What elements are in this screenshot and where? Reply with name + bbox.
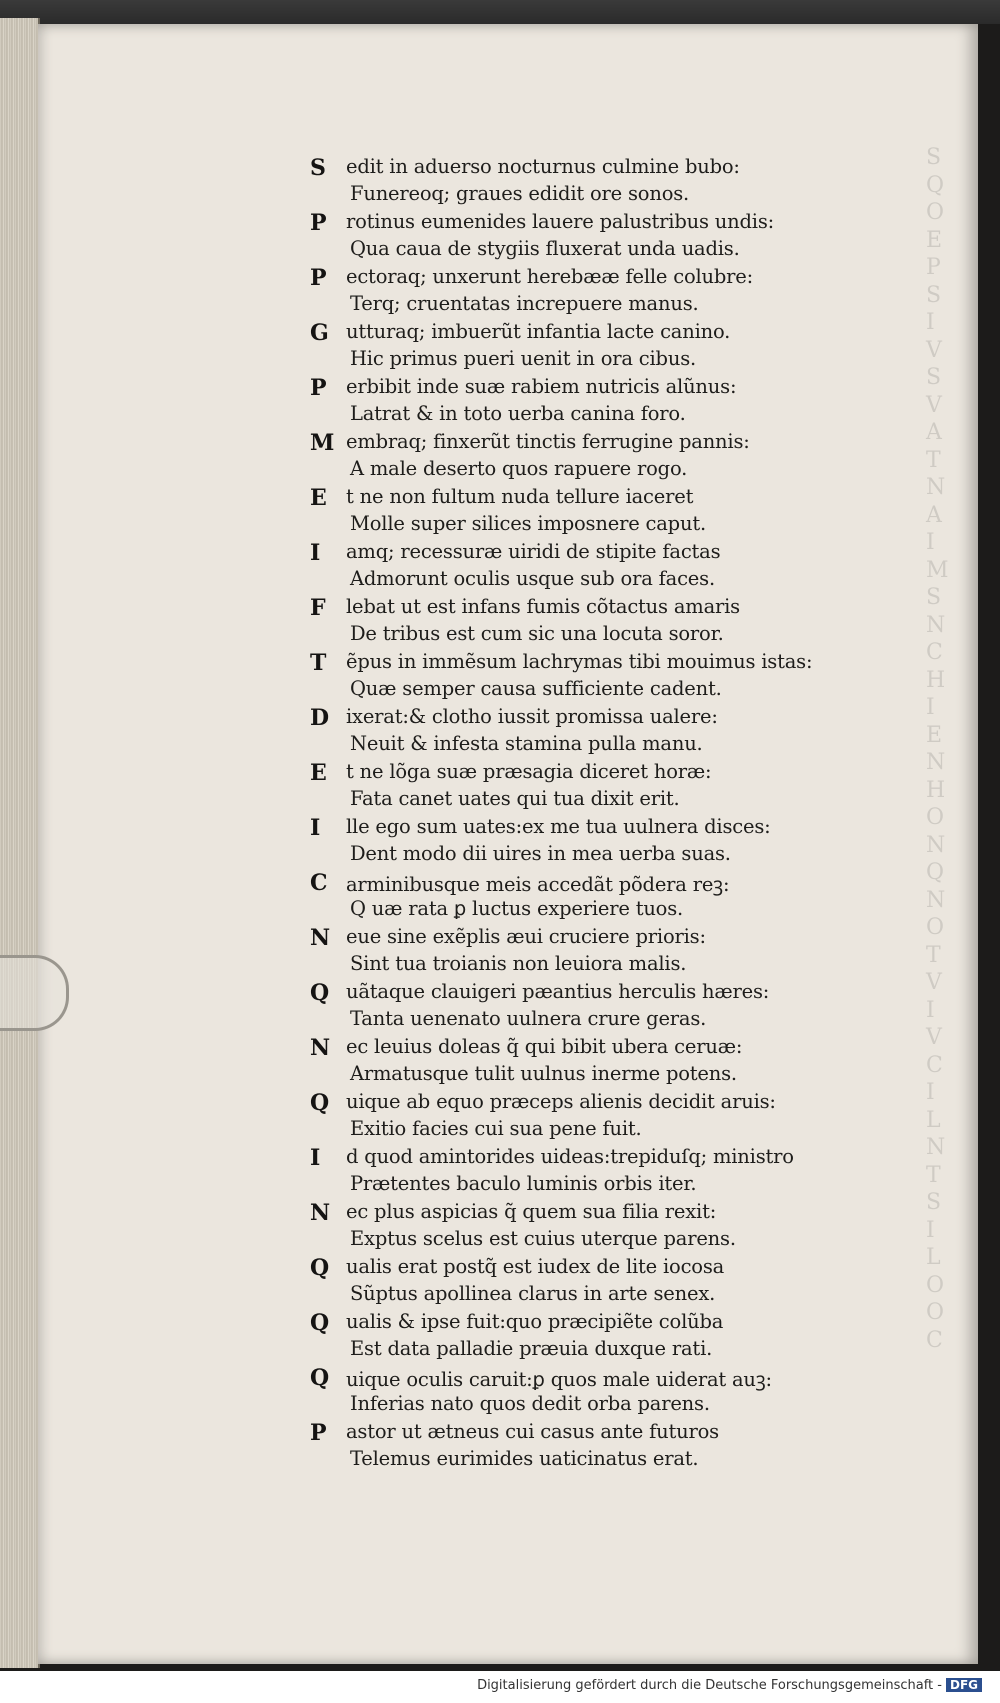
verse [310,1035,870,1090]
verse-line-pentameter: Sint tua troianis non leuiora malis. [350,952,687,975]
poem-text-block [310,155,870,1475]
verse-line-hexameter: ixerat:& clotho iussit promissa ualere: [346,705,718,728]
verse-line-hexameter: amq; recessuræ uiridi de stipite factas [346,540,721,563]
verse [310,375,870,430]
verse-line-hexameter: uãtaque clauigeri pæantius herculis hæres: [346,980,770,1003]
verse-initial: S [310,155,326,181]
verse-line-hexameter: lebat ut est infans fumis cõtactus amaris [346,595,740,618]
verse [310,320,870,375]
verse-line-hexameter: rotinus eumenides lauere palustribus undis: [346,210,774,233]
verse-line-hexameter: lle ego sum uates:ex me tua uulnera disces: [346,815,771,838]
verse-line-hexameter: embraq; finxerũt tinctis ferrugine pannis: [346,430,750,453]
verse-line-pentameter: Latrat & in toto uerba canina foro. [350,402,686,425]
verse [310,650,870,705]
verse-line-pentameter: Q uæ rata ꝑ luctus experiere tuos. [350,897,684,920]
verse [310,210,870,265]
verse [310,1420,870,1475]
verse-line-pentameter: Hic primus pueri uenit in ora cibus. [350,347,697,370]
verse-line-pentameter: Telemus eurimides uaticinatus erat. [350,1447,699,1470]
verse-line-pentameter: A male deserto quos rapuere rogo. [350,457,688,480]
verse-line-pentameter: Dent modo dii uires in mea uerba suas. [350,842,731,865]
verse-initial: T [310,650,327,676]
verse-initial: P [310,210,327,236]
funding-credit [477,1678,982,1693]
verse [310,980,870,1035]
verse-line-pentameter: Molle super silices imposnere caput. [350,512,706,535]
show-through-text: S Q O E P S I V S V A T N A I M S N C H I E N H O N Q N O T V I V C I L N T S I L O O C [926,145,949,1353]
verse [310,760,870,815]
verse-line-pentameter: Funereoq; graues edidit ore sonos. [350,182,690,205]
verse-line-pentameter: Exptus scelus est cuius uterque parens. [350,1227,736,1250]
verse-initial: N [310,1035,331,1061]
verse [310,1090,870,1145]
verse-initial: P [310,375,327,401]
verse-initial: M [310,430,335,456]
verse-line-hexameter: d quod amintorides uideas:trepiduſq; ministro [346,1145,794,1168]
verse-initial: Q [310,1090,330,1116]
verse-initial: G [310,320,329,346]
verse-line-pentameter: Fata canet uates qui tua dixit erit. [350,787,680,810]
verse [310,430,870,485]
dfg-logo: DFG [946,1678,982,1692]
verse-line-hexameter: astor ut ætneus cui casus ante futuros [346,1420,719,1443]
book-page-edges [0,18,40,1668]
verse-initial: E [310,485,327,511]
verse-initial: I [310,815,321,841]
verse [310,870,870,925]
footer-bar [0,1671,1000,1703]
verse-line-pentameter: Est data palladie præuia duxque rati. [350,1337,713,1360]
verse-initial: Q [310,1310,330,1336]
verse-initial: N [310,1200,331,1226]
verse [310,485,870,540]
verse-line-hexameter: t ne lõga suæ præsagia diceret horæ: [346,760,712,783]
verse-initial: N [310,925,331,951]
verse [310,595,870,650]
verse-initial: Q [310,1255,330,1281]
verse-line-hexameter: t ne non fultum nuda tellure iaceret [346,485,694,508]
verse-initial: P [310,265,327,291]
verse [310,1255,870,1310]
verse-line-hexameter: ualis & ipse fuit:quo præcipiẽte colũba [346,1310,724,1333]
verse-line-hexameter: ec leuius doleas q̃ qui bibit ubera ceruæ: [346,1035,743,1058]
verse-line-pentameter: Terq; cruentatas increpuere manus. [350,292,699,315]
verse-line-hexameter: ectoraq; unxerunt herebææ felle colubre: [346,265,754,288]
verse-line-hexameter: erbibit inde suæ rabiem nutricis alũnus: [346,375,737,398]
verse [310,925,870,980]
verse-line-hexameter: ẽpus in immẽsum lachrymas tibi mouimus istas: [346,650,813,673]
verse-line-hexameter: ualis erat postq̃ est iudex de lite iocosa [346,1255,725,1278]
verse-line-hexameter: uique ab equo præceps alienis decidit aruis: [346,1090,776,1113]
funding-text: Digitalisierung gefördert durch die Deutsche Forschungsgemeinschaft - [477,1678,942,1693]
verse-initial: Q [310,1365,330,1391]
verse-initial: I [310,540,321,566]
verse-line-pentameter: Armatusque tulit uulnus inerme potens. [350,1062,737,1085]
verse-initial: D [310,705,330,731]
verse-line-pentameter: Quæ semper causa sufficiente cadent. [350,677,722,700]
verse-line-hexameter: arminibusque meis accedãt põdera reꝫ: [346,873,730,896]
verse-line-pentameter: Inferias nato quos dedit orba parens. [350,1392,710,1415]
verse-line-hexameter: utturaq; imbuerũt infantia lacte canino. [346,320,731,343]
verse-line-pentameter: De tribus est cum sic una locuta soror. [350,622,724,645]
verse-line-hexameter: eue sine exẽplis æui cruciere prioris: [346,925,706,948]
verse-initial: F [310,595,326,621]
verse-line-hexameter: ec plus aspicias q̃ quem sua filia rexit: [346,1200,717,1223]
page-clip [0,955,69,1031]
verse-line-hexameter: uique oculis caruit:ꝑ quos male uiderat auꝫ: [346,1368,772,1391]
book-top-edge [0,0,1000,24]
verse [310,705,870,760]
verse-line-pentameter: Sũptus apollinea clarus in arte senex. [350,1282,716,1305]
verse-line-pentameter: Neuit & infesta stamina pulla manu. [350,732,703,755]
verse [310,815,870,870]
verse-line-pentameter: Exitio facies cui sua pene fuit. [350,1117,642,1140]
verse [310,1310,870,1365]
verse-line-pentameter: Admorunt oculis usque sub ora faces. [350,567,715,590]
verse-line-pentameter: Qua caua de stygiis fluxerat unda uadis. [350,237,740,260]
verse-initial: E [310,760,327,786]
verse-line-pentameter: Prætentes baculo luminis orbis iter. [350,1172,697,1195]
verse-initial: C [310,870,328,896]
verse [310,265,870,320]
verse [310,1200,870,1255]
verse-initial: Q [310,980,330,1006]
verse-line-hexameter: edit in aduerso nocturnus culmine bubo: [346,155,740,178]
verse-initial: P [310,1420,327,1446]
verse-line-pentameter: Tanta uenenato uulnera crure geras. [350,1007,707,1030]
verse [310,1145,870,1200]
verse [310,155,870,210]
verse [310,540,870,595]
verse-initial: I [310,1145,321,1171]
verse [310,1365,870,1420]
